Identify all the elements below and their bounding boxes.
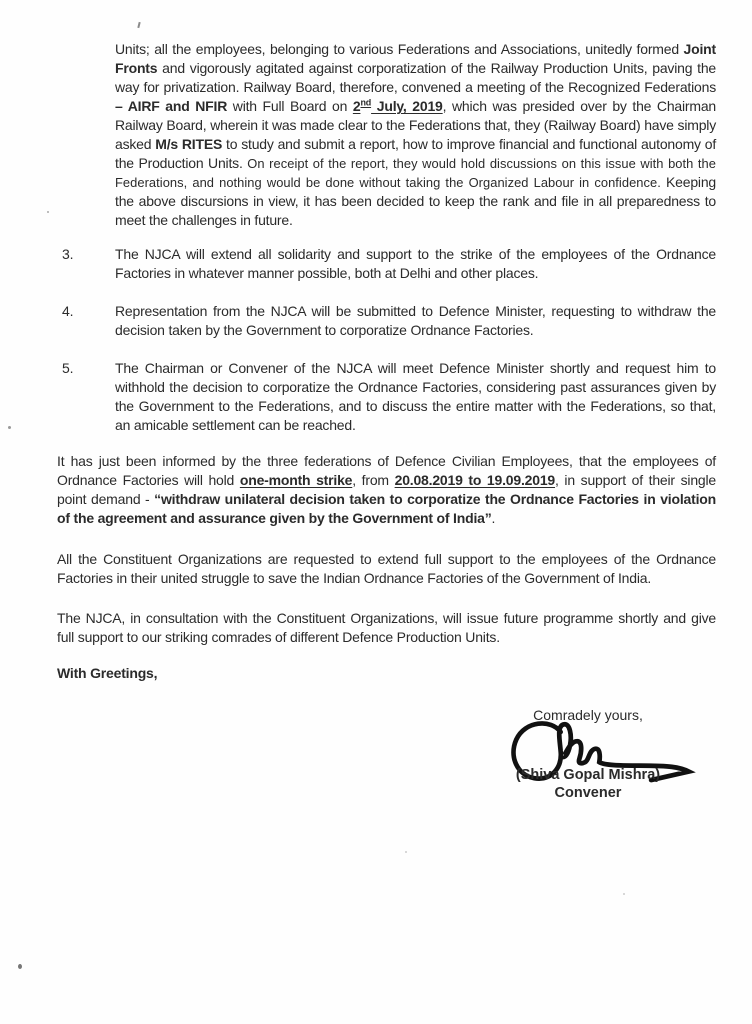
text-run: 2 — [352, 98, 361, 114]
paragraph — [57, 609, 716, 647]
text-run: with Full Board on — [227, 98, 353, 114]
scan-speck — [623, 893, 625, 895]
text-run: nd — [360, 97, 372, 108]
text-run: The NJCA, in consultation with the Constituent Organizations, will issue future programme shortly and give full support to our striking comrades of different Defence Production Units. — [57, 610, 716, 645]
text-run: one-month strike — [239, 472, 353, 488]
scan-speck — [18, 964, 22, 969]
text-run: – AIRF and NFIR — [115, 98, 228, 114]
text-run: 20.08.2019 to 19.09.2019 — [394, 472, 556, 488]
signatory-name: (Shiva Gopal Mishra) — [515, 767, 661, 783]
list-number: 3. — [62, 246, 74, 262]
list-item-text — [115, 302, 716, 340]
paragraph — [57, 452, 716, 528]
text-run: M/s RITES — [155, 136, 223, 152]
text-run: On receipt of the report, they would hold discussions on this issue with both the Federations, and nothing would be done without taking the Organized Labour in confidence. — [115, 156, 716, 190]
text-run: , which was presided over by the Chairman Railway Board, wherein it was made clear to the Federations that, they (Railway Board) have simply asked — [115, 98, 717, 152]
text-run: and vigorously agitated against corporatization of the Railway Production Units, paving the way for privatization. Railway Board, therefore, convened a meeting of the Recognized Federations — [115, 60, 716, 95]
list-item-text — [115, 359, 716, 435]
numbered-item — [57, 359, 716, 435]
text-run: The Chairman or Convener of the NJCA will meet Defence Minister shortly and request him to withhold the decision to corporatize the Ordnance Factories, considering past assurances given by the Government to the Federations, and to discuss the entire matter with the Federations, so that, an amicable settlement can be reached. — [115, 360, 716, 433]
signature-block — [498, 707, 678, 801]
list-number: 5. — [62, 360, 74, 376]
text-run: Joint Fronts — [115, 41, 716, 76]
text-run: The NJCA will extend all solidarity and support to the strike of the employees of the Ordnance Factories in whatever manner possible, both at Delhi and other places. — [115, 246, 716, 281]
paragraph — [115, 40, 716, 230]
text-run: All the Constituent Organizations are requested to extend full support to the employees of the Ordnance Factories in their united struggle to save the Indian Ordnance Factories of the Government of India. — [57, 551, 716, 586]
text-run: to study and submit a report, how to improve financial and functional autonomy of the Production Units. — [115, 136, 717, 171]
closing-salutation: Comradely yours, — [533, 707, 643, 723]
list-item-text — [115, 245, 716, 283]
paragraph — [57, 664, 716, 683]
scan-speck — [405, 851, 407, 853]
text-run: Representation from the NJCA will be submitted to Defence Minister, requesting to withdraw the decision taken by the Government to corporatize Ordnance Factories. — [115, 303, 716, 338]
paragraph — [57, 550, 716, 588]
numbered-item — [57, 245, 716, 283]
text-run: , from — [352, 472, 395, 488]
text-run: , in support of their single point demand - — [57, 472, 716, 507]
list-number: 4. — [62, 303, 74, 319]
text-run: With Greetings, — [57, 665, 158, 681]
text-run: . — [491, 510, 496, 526]
text-run: Keeping the above discursions in view, it has been decided to keep the rank and file in all preparedness to meet the challenges in future. — [115, 174, 716, 228]
text-run: It has just been informed by the three federations of Defence Civilian Employees, that the employees of Ordnance Factories will hold — [57, 453, 716, 488]
letter-body — [57, 40, 716, 683]
signatory-title: Convener — [554, 785, 622, 801]
numbered-item — [57, 302, 716, 340]
text-run: July, 2019 — [371, 98, 443, 114]
text-run: “withdraw unilateral decision taken to corporatize the Ordnance Factories in violation of the agreement and assurance given by the Government of India” — [57, 491, 716, 526]
text-run: Units; all the employees, belonging to various Federations and Associations, unitedly formed — [115, 41, 684, 57]
